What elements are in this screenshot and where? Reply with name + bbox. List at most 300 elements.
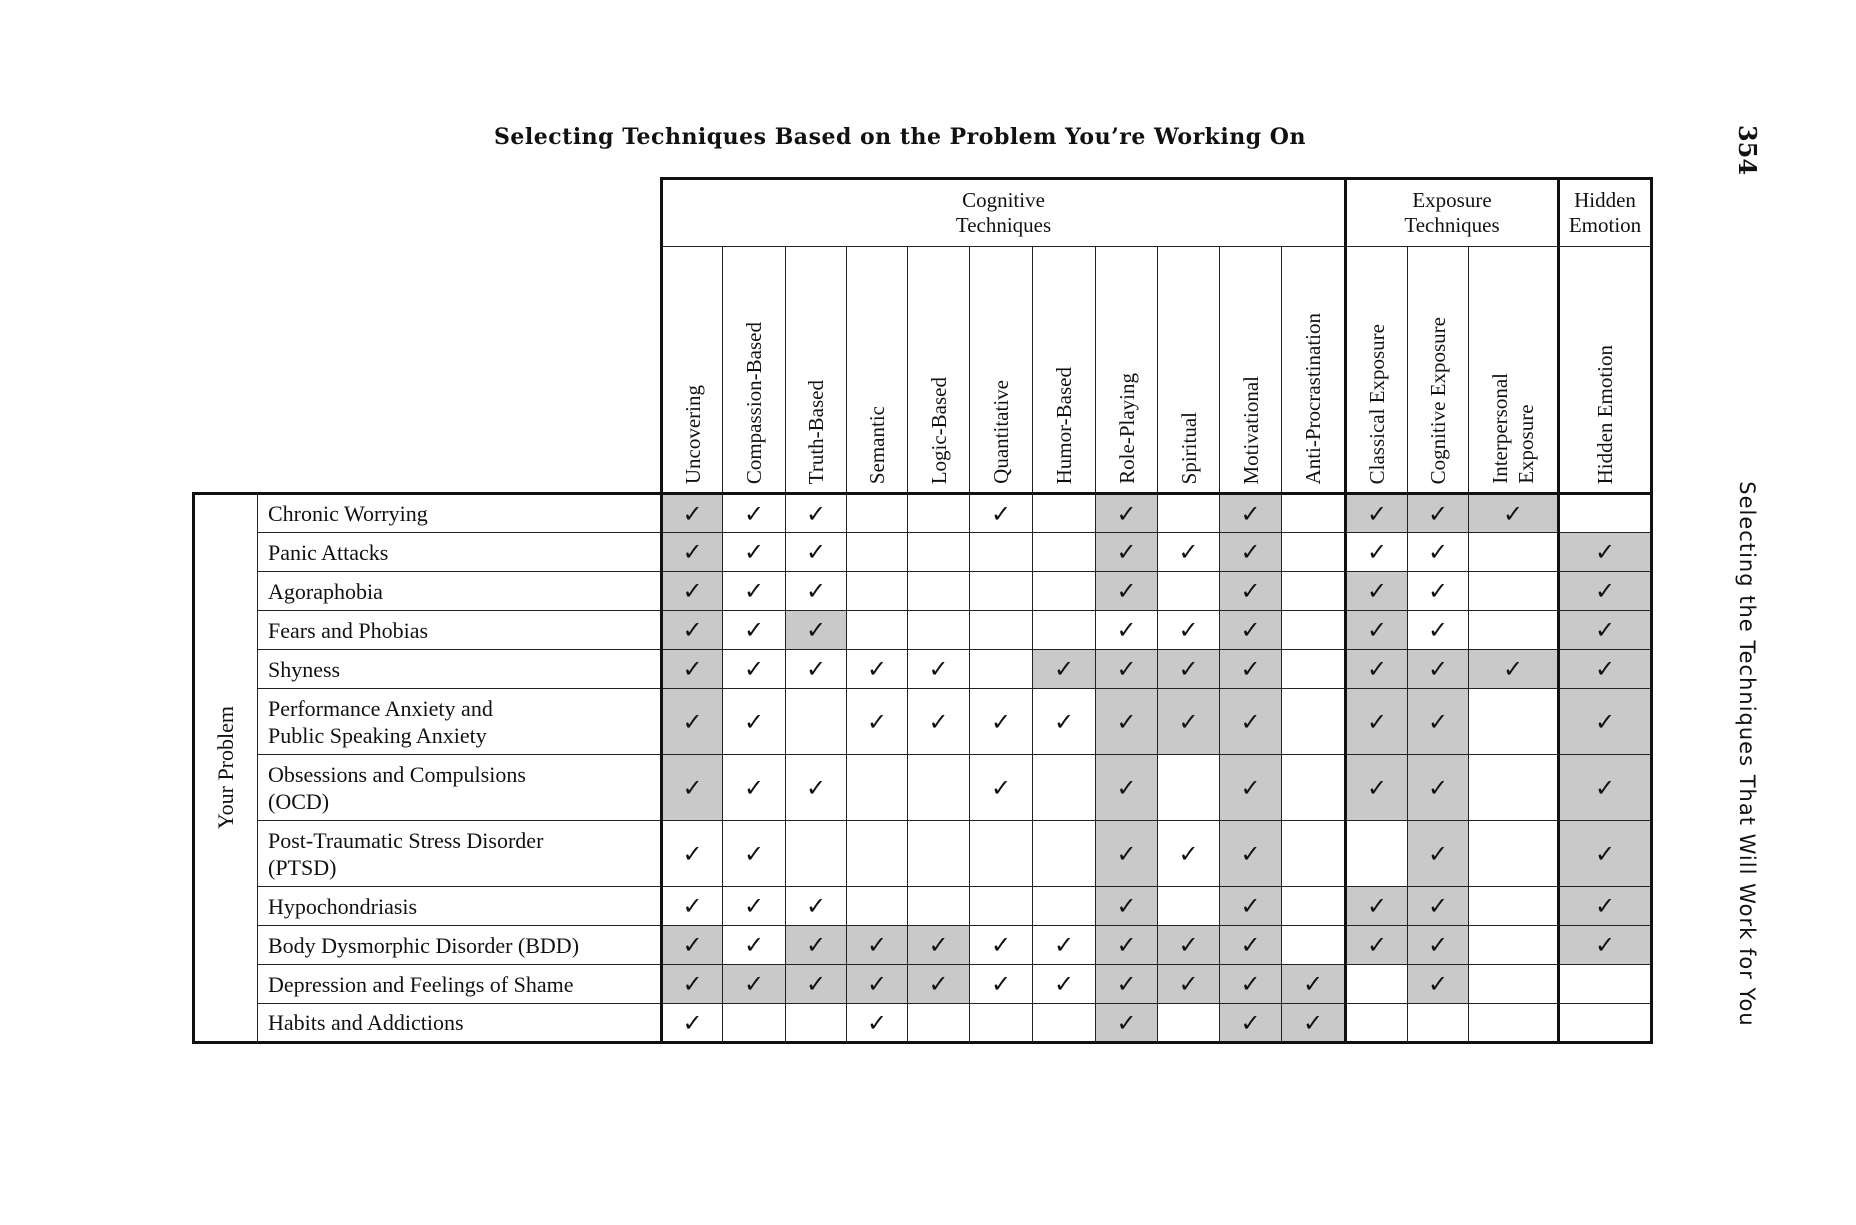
check-mark-icon: ✓ [743, 577, 765, 605]
check-cell [1408, 494, 1469, 533]
check-cell [723, 689, 786, 755]
check-cell [662, 611, 723, 650]
check-cell [786, 965, 847, 1004]
check-cell [1408, 572, 1469, 611]
check-cell [1096, 821, 1158, 887]
check-mark-icon: ✓ [1116, 538, 1137, 566]
check-cell [723, 650, 786, 689]
check-cell [1033, 926, 1096, 965]
check-cell [970, 887, 1033, 926]
check-cell [1158, 755, 1220, 821]
column-header [1469, 247, 1559, 494]
check-cell [847, 650, 908, 689]
check-cell [1158, 1004, 1220, 1043]
group-header [1346, 179, 1559, 247]
corner-blank [194, 179, 662, 494]
check-mark-icon: ✓ [1302, 1008, 1324, 1037]
check-mark-icon: ✓ [1366, 499, 1388, 528]
check-mark-icon: ✓ [1366, 931, 1388, 959]
column-header [1346, 247, 1408, 494]
check-cell [1220, 494, 1282, 533]
check-cell [1158, 494, 1220, 533]
check-cell [1282, 611, 1346, 650]
check-cell [1346, 689, 1408, 755]
check-cell [1033, 689, 1096, 755]
check-cell [1033, 821, 1096, 887]
check-cell [662, 965, 723, 1004]
check-mark-icon: ✓ [1594, 577, 1616, 605]
check-cell [908, 887, 970, 926]
check-cell [1033, 572, 1096, 611]
check-mark-icon: ✓ [1053, 970, 1075, 998]
check-mark-icon: ✓ [1427, 707, 1449, 736]
check-mark-icon: ✓ [1240, 538, 1261, 566]
check-cell [1033, 611, 1096, 650]
check-cell [1158, 572, 1220, 611]
check-mark-icon: ✓ [1502, 499, 1524, 528]
page-title: Selecting Techniques Based on the Problem You’re Working On [494, 124, 1306, 150]
column-header [1033, 247, 1096, 494]
check-cell [786, 689, 847, 755]
check-cell [1033, 965, 1096, 1004]
column-header-label [1114, 373, 1140, 492]
check-mark-icon: ✓ [1240, 499, 1261, 528]
check-mark-icon: ✓ [1594, 538, 1616, 566]
check-mark-icon: ✓ [866, 707, 888, 736]
check-cell [1158, 611, 1220, 650]
check-mark-icon: ✓ [1178, 931, 1199, 959]
check-mark-icon: ✓ [928, 931, 949, 959]
table-row [194, 755, 1652, 821]
table-row [194, 650, 1652, 689]
check-cell [908, 533, 970, 572]
group-header-line: Hidden [1574, 188, 1636, 212]
column-header [1158, 247, 1220, 494]
check-mark-icon: ✓ [682, 1008, 703, 1037]
check-cell [786, 821, 847, 887]
check-mark-icon: ✓ [682, 839, 703, 868]
check-mark-icon: ✓ [1594, 616, 1616, 644]
column-header [1408, 247, 1469, 494]
check-cell [1469, 926, 1559, 965]
column-header-line: Hidden Emotion [1593, 344, 1617, 484]
column-header-label [1300, 313, 1326, 492]
row-label: Depression and Feelings of Shame [258, 965, 662, 1004]
check-cell [1408, 887, 1469, 926]
check-cell [723, 1004, 786, 1043]
check-cell [662, 494, 723, 533]
check-cell [1559, 887, 1652, 926]
table-row [194, 533, 1652, 572]
column-header-line: Logic-Based [926, 376, 951, 484]
check-cell [1346, 755, 1408, 821]
column-header-line: Role-Playing [1114, 373, 1139, 484]
check-cell [847, 533, 908, 572]
check-mark-icon: ✓ [682, 577, 703, 605]
table-row [194, 1004, 1652, 1043]
check-cell [662, 926, 723, 965]
column-header-label [803, 380, 829, 492]
check-mark-icon: ✓ [1240, 655, 1261, 683]
check-cell [1408, 650, 1469, 689]
check-cell [970, 494, 1033, 533]
check-mark-icon: ✓ [1366, 538, 1388, 566]
column-header-line: Quantitative [989, 380, 1013, 484]
check-mark-icon: ✓ [1116, 970, 1137, 998]
check-mark-icon: ✓ [805, 892, 827, 920]
check-mark-icon: ✓ [1427, 616, 1449, 644]
check-mark-icon: ✓ [866, 1008, 888, 1037]
check-cell [1282, 821, 1346, 887]
check-cell [1096, 965, 1158, 1004]
check-mark-icon: ✓ [1178, 655, 1199, 683]
column-header-label [1425, 317, 1451, 492]
check-mark-icon: ✓ [805, 499, 827, 528]
check-mark-icon: ✓ [682, 499, 703, 528]
side-header [194, 494, 258, 1043]
check-cell [1282, 572, 1346, 611]
check-mark-icon: ✓ [1427, 839, 1449, 868]
check-cell [847, 926, 908, 965]
check-mark-icon: ✓ [1240, 616, 1261, 644]
group-header-line: Techniques [955, 213, 1052, 237]
column-header [723, 247, 786, 494]
check-mark-icon: ✓ [1116, 616, 1137, 644]
check-mark-icon: ✓ [1240, 577, 1261, 605]
check-mark-icon: ✓ [805, 616, 827, 644]
check-cell [662, 650, 723, 689]
check-mark-icon: ✓ [866, 970, 888, 998]
check-mark-icon: ✓ [1240, 839, 1261, 868]
check-mark-icon: ✓ [1594, 773, 1616, 802]
check-mark-icon: ✓ [1427, 655, 1449, 683]
check-cell [1096, 611, 1158, 650]
check-mark-icon: ✓ [1178, 970, 1199, 998]
row-label: Obsessions and Compulsions (OCD) [258, 755, 662, 821]
check-mark-icon: ✓ [1427, 538, 1449, 566]
check-mark-icon: ✓ [1366, 773, 1388, 802]
check-mark-icon: ✓ [1366, 707, 1388, 736]
column-header-line: Interpersonal [1488, 373, 1512, 484]
check-mark-icon: ✓ [928, 970, 949, 998]
check-mark-icon: ✓ [1053, 707, 1075, 736]
check-cell [1469, 494, 1559, 533]
check-cell [847, 1004, 908, 1043]
check-cell [1559, 650, 1652, 689]
check-cell [1158, 926, 1220, 965]
check-mark-icon: ✓ [990, 499, 1012, 528]
check-mark-icon: ✓ [1116, 707, 1137, 736]
check-cell [1346, 821, 1408, 887]
check-mark-icon: ✓ [1427, 499, 1449, 528]
check-cell [662, 821, 723, 887]
check-cell [1559, 965, 1652, 1004]
table-row [194, 689, 1652, 755]
check-mark-icon: ✓ [743, 707, 765, 736]
check-mark-icon: ✓ [743, 970, 765, 998]
check-mark-icon: ✓ [1116, 1008, 1137, 1037]
check-cell [1559, 1004, 1652, 1043]
check-cell [1346, 1004, 1408, 1043]
check-cell [1282, 755, 1346, 821]
check-mark-icon: ✓ [682, 773, 703, 802]
column-header [1559, 247, 1652, 494]
check-cell [1282, 1004, 1346, 1043]
check-cell [1559, 572, 1652, 611]
check-cell [1220, 755, 1282, 821]
table-row [194, 887, 1652, 926]
page-number: 354 [1733, 124, 1763, 176]
check-cell [1408, 926, 1469, 965]
check-cell [723, 533, 786, 572]
column-header [1220, 247, 1282, 494]
check-mark-icon: ✓ [1594, 839, 1616, 868]
column-header [786, 247, 847, 494]
check-cell [1469, 689, 1559, 755]
check-cell [1469, 965, 1559, 1004]
check-cell [786, 572, 847, 611]
check-cell [786, 926, 847, 965]
check-mark-icon: ✓ [1116, 892, 1137, 920]
check-cell [1469, 755, 1559, 821]
row-label: Panic Attacks [258, 533, 662, 572]
check-mark-icon: ✓ [1366, 577, 1388, 605]
check-cell [970, 533, 1033, 572]
check-cell [1559, 533, 1652, 572]
check-mark-icon: ✓ [1502, 655, 1524, 683]
check-cell [1158, 821, 1220, 887]
check-cell [1096, 1004, 1158, 1043]
check-cell [1282, 533, 1346, 572]
check-mark-icon: ✓ [743, 773, 765, 802]
check-mark-icon: ✓ [1427, 892, 1449, 920]
check-cell [1346, 572, 1408, 611]
column-header-line: Cognitive Exposure [1426, 316, 1450, 484]
group-header-line: Emotion [1568, 213, 1642, 237]
check-cell [847, 755, 908, 821]
check-mark-icon: ✓ [805, 655, 827, 683]
check-cell [1033, 887, 1096, 926]
check-mark-icon: ✓ [682, 970, 703, 998]
check-mark-icon: ✓ [682, 892, 703, 920]
check-cell [662, 572, 723, 611]
column-header-line: Anti-Procrastination [1301, 312, 1325, 484]
check-mark-icon: ✓ [743, 931, 765, 959]
check-mark-icon: ✓ [1240, 773, 1261, 802]
check-cell [1158, 533, 1220, 572]
check-cell [1158, 689, 1220, 755]
check-cell [1158, 965, 1220, 1004]
check-cell [662, 689, 723, 755]
group-header-line: Exposure [1412, 188, 1492, 212]
check-mark-icon: ✓ [1116, 931, 1137, 959]
check-cell [786, 650, 847, 689]
check-cell [1033, 650, 1096, 689]
check-cell [723, 887, 786, 926]
column-header-label [741, 322, 767, 492]
check-cell [1408, 689, 1469, 755]
check-cell [1282, 689, 1346, 755]
column-header-line: Motivational [1238, 375, 1263, 484]
check-mark-icon: ✓ [990, 970, 1012, 998]
column-header [970, 247, 1033, 494]
column-header-line: Compassion-Based [742, 321, 766, 484]
check-cell [1469, 650, 1559, 689]
check-mark-icon: ✓ [1116, 655, 1137, 683]
check-cell [847, 965, 908, 1004]
check-cell [1220, 572, 1282, 611]
check-mark-icon: ✓ [1366, 892, 1388, 920]
group-header [662, 179, 1346, 247]
check-cell [1559, 689, 1652, 755]
check-mark-icon: ✓ [1178, 538, 1199, 566]
check-cell [970, 821, 1033, 887]
check-cell [1096, 755, 1158, 821]
check-mark-icon: ✓ [1240, 892, 1261, 920]
check-mark-icon: ✓ [1366, 616, 1388, 644]
check-mark-icon: ✓ [1116, 499, 1137, 528]
check-cell [970, 689, 1033, 755]
check-cell [662, 755, 723, 821]
check-cell [1158, 887, 1220, 926]
row-label: Body Dysmorphic Disorder (BDD) [258, 926, 662, 965]
check-mark-icon: ✓ [682, 538, 703, 566]
check-mark-icon: ✓ [1427, 970, 1449, 998]
check-cell [1033, 533, 1096, 572]
check-cell [1096, 689, 1158, 755]
check-cell [1158, 650, 1220, 689]
check-cell [723, 821, 786, 887]
check-mark-icon: ✓ [805, 773, 827, 802]
column-header-line: Classical Exposure [1365, 323, 1389, 484]
check-cell [1469, 821, 1559, 887]
check-cell [908, 572, 970, 611]
check-cell [970, 650, 1033, 689]
check-cell [1282, 926, 1346, 965]
check-cell [908, 650, 970, 689]
table-row [194, 494, 1652, 533]
check-cell [970, 572, 1033, 611]
techniques-table [192, 177, 1653, 1044]
check-cell [908, 494, 970, 533]
check-cell [1408, 533, 1469, 572]
check-mark-icon: ✓ [743, 839, 765, 868]
check-cell [970, 965, 1033, 1004]
check-cell [970, 611, 1033, 650]
check-cell [1220, 926, 1282, 965]
check-cell [970, 926, 1033, 965]
column-header [662, 247, 723, 494]
check-cell [1033, 1004, 1096, 1043]
row-label: Performance Anxiety and Public Speaking Anxiety [258, 689, 662, 755]
column-header-label [864, 406, 890, 492]
check-cell [786, 494, 847, 533]
check-cell [723, 494, 786, 533]
check-cell [1408, 755, 1469, 821]
check-cell [1220, 689, 1282, 755]
check-cell [1469, 887, 1559, 926]
row-label: Post-Traumatic Stress Disorder (PTSD) [258, 821, 662, 887]
column-header-label [1592, 345, 1618, 492]
check-mark-icon: ✓ [1240, 970, 1261, 998]
check-cell [1346, 965, 1408, 1004]
column-header-line: Semantic [865, 405, 889, 484]
check-cell [1220, 821, 1282, 887]
check-cell [1408, 821, 1469, 887]
check-cell [1033, 494, 1096, 533]
column-header-label [680, 385, 706, 492]
check-cell [847, 572, 908, 611]
check-mark-icon: ✓ [1240, 931, 1261, 959]
check-cell [1346, 650, 1408, 689]
check-mark-icon: ✓ [1053, 931, 1075, 959]
table-row [194, 821, 1652, 887]
column-header-label [1051, 367, 1077, 492]
check-cell [908, 926, 970, 965]
check-cell [908, 755, 970, 821]
column-header-line: Exposure [1514, 404, 1538, 484]
column-header-line: Spiritual [1176, 411, 1201, 484]
check-mark-icon: ✓ [682, 707, 703, 736]
check-cell [1282, 650, 1346, 689]
check-mark-icon: ✓ [1302, 970, 1324, 998]
check-mark-icon: ✓ [805, 538, 827, 566]
column-header-label [1176, 412, 1202, 492]
check-cell [723, 965, 786, 1004]
check-mark-icon: ✓ [1240, 1008, 1261, 1037]
check-cell [1096, 887, 1158, 926]
check-cell [1220, 887, 1282, 926]
column-header [847, 247, 908, 494]
check-mark-icon: ✓ [1366, 655, 1388, 683]
check-cell [908, 689, 970, 755]
column-header [1282, 247, 1346, 494]
check-cell [662, 1004, 723, 1043]
side-header-label: Your Problem [213, 706, 238, 830]
row-label: Hypochondriasis [258, 887, 662, 926]
check-mark-icon: ✓ [1594, 655, 1616, 683]
check-cell [1346, 611, 1408, 650]
group-header-line: Cognitive [962, 188, 1045, 212]
table-row [194, 611, 1652, 650]
check-cell [1096, 533, 1158, 572]
row-label: Chronic Worrying [258, 494, 662, 533]
check-mark-icon: ✓ [1427, 773, 1449, 802]
group-header-line: Techniques [1404, 213, 1500, 237]
check-cell [847, 494, 908, 533]
check-cell [1559, 494, 1652, 533]
row-label: Fears and Phobias [258, 611, 662, 650]
check-mark-icon: ✓ [682, 931, 703, 959]
check-cell [723, 926, 786, 965]
check-mark-icon: ✓ [928, 655, 949, 683]
check-mark-icon: ✓ [1427, 931, 1449, 959]
check-mark-icon: ✓ [1116, 839, 1137, 868]
check-cell [1220, 533, 1282, 572]
check-cell [723, 755, 786, 821]
check-cell [1096, 494, 1158, 533]
check-cell [1282, 494, 1346, 533]
check-mark-icon: ✓ [928, 707, 949, 736]
group-header [1559, 179, 1652, 247]
check-cell [847, 887, 908, 926]
check-mark-icon: ✓ [1178, 707, 1199, 736]
check-cell [908, 821, 970, 887]
check-mark-icon: ✓ [743, 892, 765, 920]
check-cell [786, 533, 847, 572]
check-cell [1096, 650, 1158, 689]
check-mark-icon: ✓ [805, 970, 827, 998]
